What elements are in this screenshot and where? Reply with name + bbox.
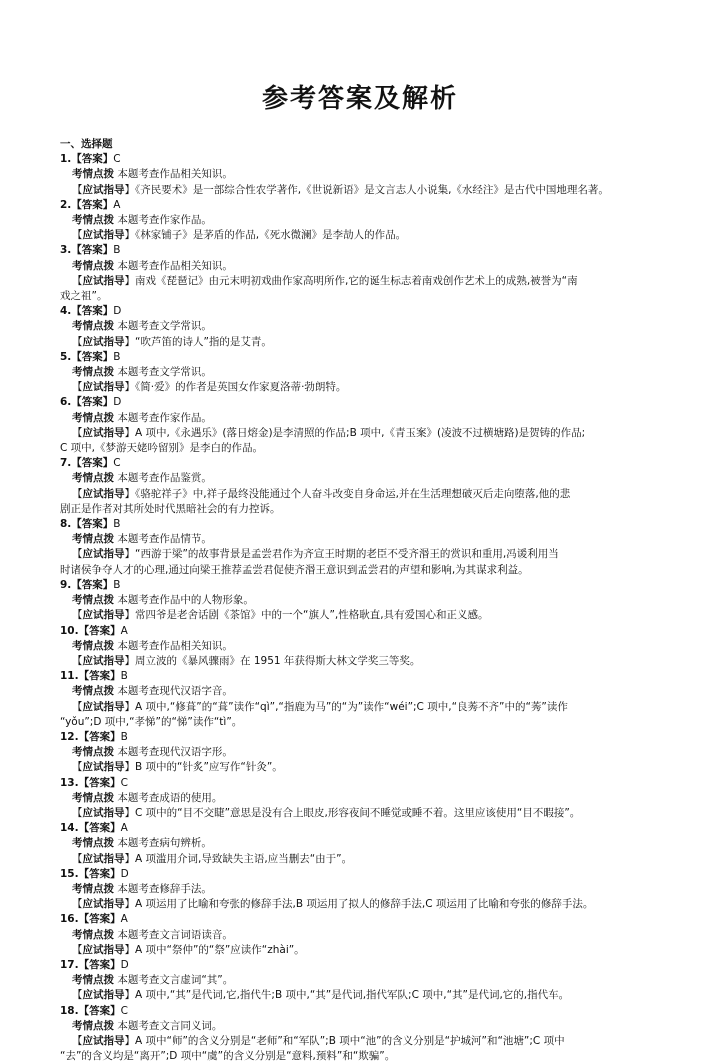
kaoqing-line	[60, 167, 660, 182]
answer-item	[60, 243, 660, 304]
zhidao-tag: 应试指导	[82, 183, 125, 196]
kaoqing-line	[60, 791, 660, 806]
zhidao-tag: 应试指导	[82, 381, 125, 394]
zhidao-text: A 项中“祭仲”的“祭”应读作“zhài”。	[135, 943, 305, 956]
answer-value: D	[120, 867, 129, 880]
item-number: 6.	[60, 396, 72, 409]
zhidao-text: 常四爷是老舍话剧《茶馆》中的一个“旗人”,性格耿直,具有爱国心和正义感。	[135, 609, 489, 622]
zhidao-text: “yǒu”;D 项中,“孝悌”的“悌”读作“tì”。	[60, 715, 243, 728]
zhidao-line: 【应试指导】C 项中的“目不交睫”意思是没有合上眼皮,形容夜间不睡觉或睡不着。这里应该使用“目不暇接”。	[72, 806, 581, 819]
zhidao-line: 【应试指导】A 项中“师”的含义分别是“老师”和“军队”;B 项中“池”的含义分别是“护城河”和“池塘”;C 项中	[72, 1034, 565, 1047]
kaoqing-tag: 考情点拨	[72, 472, 114, 485]
kaoqing-tag: 考情点拨	[72, 928, 114, 941]
kaoqing-tag: 考情点拨	[72, 320, 114, 333]
answer-line	[60, 669, 660, 684]
answer-content	[60, 137, 660, 1064]
answer-item	[60, 395, 660, 456]
zhidao-text: 《齐民要术》是一部综合性农学著作,《世说新语》是文言志人小说集,《水经注》是古代中国地理名著。	[135, 183, 609, 196]
zhidao-line: 【应试指导】《简·爱》的作者是英国女作家夏洛蒂·勃朗特。	[72, 381, 347, 394]
answer-value: D	[113, 396, 122, 409]
answer-line	[60, 912, 660, 927]
answer-line	[60, 730, 660, 745]
answer-value: B	[120, 730, 128, 743]
answer-tag: 【答案】	[71, 198, 114, 211]
zhidao-line: 【应试指导】常四爷是老舍话剧《茶馆》中的一个“旗人”,性格耿直,具有爱国心和正义感。	[72, 609, 489, 622]
kaoqing-line	[60, 532, 660, 547]
answer-tag: 【答案】	[78, 730, 121, 743]
kaoqing-text: 本题考查作家作品。	[117, 214, 212, 227]
answer-value: D	[113, 305, 122, 318]
answer-line	[60, 198, 660, 213]
zhidao-tag: 应试指导	[82, 898, 125, 911]
answer-item	[60, 867, 660, 913]
item-number: 13.	[60, 776, 79, 789]
zhidao-line: 【应试指导】周立波的《暴风骤雨》在 1951 年获得斯大林文学奖三等奖。	[72, 654, 421, 667]
zhidao-tag: 应试指导	[82, 852, 125, 865]
zhidao-text: “去”的含义均是“离开”;D 项中“虞”的含义分别是“意料,预料”和“欺骗”。	[60, 1050, 396, 1063]
item-number: 5.	[60, 350, 72, 363]
answer-value: B	[113, 518, 121, 531]
zhidao-continuation	[60, 289, 660, 304]
item-number: 17.	[60, 958, 79, 971]
zhidao-text: 《林家铺子》是茅盾的作品,《死水微澜》是李劼人的作品。	[135, 229, 407, 242]
kaoqing-text: 本题考查文言词语读音。	[117, 928, 233, 941]
answer-tag: 【答案】	[78, 670, 121, 683]
kaoqing-text: 本题考查作品中的人物形象。	[117, 594, 254, 607]
zhidao-text: “西游于梁”的故事背景是孟尝君作为齐宣王时期的老臣不受齐湣王的赏识和重用,冯谖利用当	[135, 548, 559, 561]
kaoqing-line	[60, 836, 660, 851]
zhidao-continuation	[60, 502, 660, 517]
item-number: 10.	[60, 624, 79, 637]
kaoqing-tag: 考情点拨	[72, 533, 114, 546]
zhidao-line: 【应试指导】A 项中,“其”是代词,它,指代牛;B 项中,“其”是代词,指代军队;C 项中,“其”是代词,它的,指代车。	[72, 989, 570, 1002]
kaoqing-line	[60, 259, 660, 274]
kaoqing-tag: 考情点拨	[72, 594, 114, 607]
kaoqing-tag: 考情点拨	[72, 366, 114, 379]
zhidao-text: A 项运用了比喻和夸张的修辞手法,B 项运用了拟人的修辞手法,C 项运用了比喻和夸张的修辞手法。	[135, 898, 594, 911]
item-number: 9.	[60, 578, 72, 591]
zhidao-continuation	[60, 563, 660, 578]
item-number: 3.	[60, 244, 72, 257]
kaoqing-text: 本题考查病句辨析。	[117, 837, 212, 850]
zhidao-tag: 应试指导	[82, 229, 125, 242]
answer-line	[60, 304, 660, 319]
answer-line	[60, 624, 660, 639]
zhidao-tag: 应试指导	[82, 548, 125, 561]
kaoqing-text: 本题考查修辞手法。	[117, 882, 212, 895]
item-number: 12.	[60, 730, 79, 743]
answer-line	[60, 456, 660, 471]
zhidao-text: C 项中,《梦游天姥吟留别》是李白的作品。	[60, 442, 264, 455]
zhidao-line: 【应试指导】A 项滥用介词,导致缺失主语,应当删去“由于”。	[72, 852, 353, 865]
item-number: 16.	[60, 913, 79, 926]
answer-item	[60, 456, 660, 517]
answer-item	[60, 958, 660, 1004]
kaoqing-tag: 考情点拨	[72, 791, 114, 804]
zhidao-tag: 应试指导	[82, 335, 125, 348]
kaoqing-tag: 考情点拨	[72, 168, 114, 181]
answer-line	[60, 243, 660, 258]
kaoqing-text: 本题考查作品相关知识。	[117, 168, 233, 181]
kaoqing-text: 本题考查文言同义词。	[117, 1019, 223, 1032]
answer-item	[60, 776, 660, 822]
kaoqing-text: 本题考查文学常识。	[117, 320, 212, 333]
answer-line	[60, 1004, 660, 1019]
zhidao-tag: 应试指导	[82, 989, 125, 1002]
answer-item	[60, 624, 660, 670]
zhidao-continuation	[60, 441, 660, 456]
zhidao-line: 【应试指导】“吹芦笛的诗人”指的是艾青。	[72, 335, 272, 348]
kaoqing-tag: 考情点拨	[72, 974, 114, 987]
kaoqing-line	[60, 365, 660, 380]
answer-line	[60, 517, 660, 532]
zhidao-text: 时诸侯争夺人才的心理,通过向梁王推荐孟尝君促使齐湣王意识到孟尝君的声望和影响,为其谋求利益。	[60, 563, 529, 576]
kaoqing-text: 本题考查文学常识。	[117, 366, 212, 379]
answer-item	[60, 912, 660, 958]
zhidao-tag: 应试指导	[82, 654, 125, 667]
answer-tag: 【答案】	[78, 776, 121, 789]
kaoqing-line	[60, 882, 660, 897]
item-number: 8.	[60, 518, 72, 531]
kaoqing-line	[60, 639, 660, 654]
zhidao-tag: 应试指导	[82, 609, 125, 622]
answer-tag: 【答案】	[78, 958, 121, 971]
kaoqing-text: 本题考查现代汉语字音。	[117, 685, 233, 698]
item-number: 2.	[60, 198, 72, 211]
answer-item	[60, 669, 660, 730]
answer-line	[60, 350, 660, 365]
zhidao-text: B 项中的“针炙”应写作“针灸”。	[135, 761, 283, 774]
zhidao-line: 【应试指导】A 项中,《永遇乐》(落日熔金)是李清照的作品;B 项中,《青玉案》(凌波不过横塘路)是贺铸的作品;	[72, 426, 586, 439]
item-number: 14.	[60, 822, 79, 835]
kaoqing-line	[60, 684, 660, 699]
zhidao-tag: 应试指导	[82, 274, 125, 287]
answer-line	[60, 395, 660, 410]
answer-tag: 【答案】	[71, 153, 114, 166]
zhidao-text: A 项中,《永遇乐》(落日熔金)是李清照的作品;B 项中,《青玉案》(凌波不过横塘路)是贺铸的作品;	[135, 426, 586, 439]
kaoqing-text: 本题考查作品鉴赏。	[117, 472, 212, 485]
kaoqing-tag: 考情点拨	[72, 639, 114, 652]
item-number: 18.	[60, 1004, 79, 1017]
answer-tag: 【答案】	[71, 350, 114, 363]
kaoqing-tag: 考情点拨	[72, 259, 114, 272]
answer-line	[60, 152, 660, 167]
kaoqing-tag: 考情点拨	[72, 882, 114, 895]
answer-tag: 【答案】	[71, 305, 114, 318]
zhidao-text: “吹芦笛的诗人”指的是艾青。	[135, 335, 272, 348]
answer-value: B	[113, 350, 121, 363]
answer-value: B	[120, 670, 128, 683]
kaoqing-line	[60, 319, 660, 334]
answer-tag: 【答案】	[78, 1004, 121, 1017]
kaoqing-tag: 考情点拨	[72, 837, 114, 850]
answer-tag: 【答案】	[71, 396, 114, 409]
answer-tag: 【答案】	[71, 518, 114, 531]
answer-value: D	[120, 958, 129, 971]
zhidao-text: 剧正是作者对其所处时代黑暗社会的有力控诉。	[60, 502, 281, 515]
item-number: 15.	[60, 867, 79, 880]
zhidao-tag: 应试指导	[82, 761, 125, 774]
kaoqing-text: 本题考查成语的使用。	[117, 791, 223, 804]
section-heading: 一、选择题	[60, 138, 113, 150]
zhidao-line: 【应试指导】A 项中,“修葺”的“葺”读作“qì”,“指鹿为马”的“为”读作“wéi”;C 项中,“良莠不齐”中的“莠”读作	[72, 700, 568, 713]
answer-value: A	[113, 198, 121, 211]
zhidao-line: 【应试指导】A 项运用了比喻和夸张的修辞手法,B 项运用了拟人的修辞手法,C 项运用了比喻和夸张的修辞手法。	[72, 898, 594, 911]
kaoqing-tag: 考情点拨	[72, 214, 114, 227]
answer-line	[60, 867, 660, 882]
answer-item	[60, 578, 660, 624]
zhidao-line: 【应试指导】《骆驼祥子》中,祥子最终没能通过个人奋斗改变自身命运,并在生活理想破灭后走向堕落,他的悲	[72, 487, 571, 500]
zhidao-line: 【应试指导】南戏《琵琶记》由元末明初戏曲作家高明所作,它的诞生标志着南戏创作艺术上的成熟,被誉为“南	[72, 274, 578, 287]
page-title: 参考答案及解析	[261, 84, 458, 114]
zhidao-continuation	[60, 715, 660, 730]
answer-tag: 【答案】	[71, 457, 114, 470]
answer-line	[60, 578, 660, 593]
answer-tag: 【答案】	[71, 578, 114, 591]
zhidao-text: C 项中的“目不交睫”意思是没有合上眼皮,形容夜间不睡觉或睡不着。这里应该使用“目不暇接”。	[135, 806, 581, 819]
answer-tag: 【答案】	[78, 867, 121, 880]
zhidao-tag: 应试指导	[82, 943, 125, 956]
zhidao-text: 戏之祖”。	[60, 290, 108, 303]
zhidao-text: 《简·爱》的作者是英国女作家夏洛蒂·勃朗特。	[135, 381, 347, 394]
item-number: 1.	[60, 153, 72, 166]
zhidao-line: 【应试指导】“西游于梁”的故事背景是孟尝君作为齐宣王时期的老臣不受齐湣王的赏识和重用,冯谖利用当	[72, 548, 559, 561]
answer-item	[60, 730, 660, 776]
zhidao-line: 【应试指导】《齐民要术》是一部综合性农学著作,《世说新语》是文言志人小说集,《水经注》是古代中国地理名著。	[72, 183, 609, 196]
zhidao-tag: 应试指导	[82, 426, 125, 439]
kaoqing-line	[60, 593, 660, 608]
kaoqing-tag: 考情点拨	[72, 1019, 114, 1032]
answer-value: B	[113, 578, 121, 591]
answer-value: B	[113, 244, 121, 257]
zhidao-text: A 项中,“修葺”的“葺”读作“qì”,“指鹿为马”的“为”读作“wéi”;C 项中,“良莠不齐”中的“莠”读作	[135, 700, 568, 713]
zhidao-continuation	[60, 1049, 660, 1064]
kaoqing-line	[60, 1019, 660, 1034]
answer-value: C	[113, 153, 121, 166]
answer-line	[60, 821, 660, 836]
kaoqing-text: 本题考查作家作品。	[117, 411, 212, 424]
answer-value: A	[120, 913, 128, 926]
zhidao-tag: 应试指导	[82, 700, 125, 713]
item-number: 11.	[60, 670, 79, 683]
answer-line	[60, 776, 660, 791]
zhidao-text: 《骆驼祥子》中,祥子最终没能通过个人奋斗改变自身命运,并在生活理想破灭后走向堕落,他的悲	[135, 487, 571, 500]
answer-value: A	[120, 822, 128, 835]
answer-line	[60, 958, 660, 973]
item-number: 7.	[60, 457, 72, 470]
answer-value: A	[120, 624, 128, 637]
zhidao-tag: 应试指导	[82, 1034, 125, 1047]
kaoqing-line	[60, 973, 660, 988]
kaoqing-line	[60, 928, 660, 943]
kaoqing-text: 本题考查现代汉语字形。	[117, 746, 233, 759]
answer-tag: 【答案】	[78, 624, 121, 637]
item-number: 4.	[60, 305, 72, 318]
answer-item	[60, 198, 660, 244]
kaoqing-line	[60, 411, 660, 426]
answer-item	[60, 304, 660, 350]
answer-tag: 【答案】	[78, 913, 121, 926]
zhidao-text: A 项中“师”的含义分别是“老师”和“军队”;B 项中“池”的含义分别是“护城河”和“池塘”;C 项中	[135, 1034, 565, 1047]
kaoqing-text: 本题考查作品情节。	[117, 533, 212, 546]
zhidao-text: 南戏《琵琶记》由元末明初戏曲作家高明所作,它的诞生标志着南戏创作艺术上的成熟,被誉为“南	[135, 274, 578, 287]
kaoqing-text: 本题考查作品相关知识。	[117, 639, 233, 652]
zhidao-tag: 应试指导	[82, 806, 125, 819]
zhidao-text: A 项中,“其”是代词,它,指代牛;B 项中,“其”是代词,指代军队;C 项中,“其”是代词,它的,指代车。	[135, 989, 570, 1002]
zhidao-line: 【应试指导】B 项中的“针炙”应写作“针灸”。	[72, 761, 283, 774]
answer-list	[60, 152, 660, 1064]
answer-tag: 【答案】	[78, 822, 121, 835]
answer-item	[60, 517, 660, 578]
answer-value: C	[120, 1004, 128, 1017]
answer-item	[60, 152, 660, 198]
kaoqing-text: 本题考查文言虚词“其”。	[117, 974, 234, 987]
kaoqing-tag: 考情点拨	[72, 746, 114, 759]
answer-tag: 【答案】	[71, 244, 114, 257]
zhidao-line: 【应试指导】A 项中“祭仲”的“祭”应读作“zhài”。	[72, 943, 305, 956]
answer-value: C	[120, 776, 128, 789]
answer-item	[60, 350, 660, 396]
zhidao-text: 周立波的《暴风骤雨》在 1951 年获得斯大林文学奖三等奖。	[135, 654, 421, 667]
kaoqing-line	[60, 213, 660, 228]
zhidao-tag: 应试指导	[82, 487, 125, 500]
kaoqing-tag: 考情点拨	[72, 411, 114, 424]
zhidao-line: 【应试指导】《林家铺子》是茅盾的作品,《死水微澜》是李劼人的作品。	[72, 229, 407, 242]
kaoqing-text: 本题考查作品相关知识。	[117, 259, 233, 272]
zhidao-text: A 项滥用介词,导致缺失主语,应当删去“由于”。	[135, 852, 353, 865]
answer-item	[60, 821, 660, 867]
kaoqing-tag: 考情点拨	[72, 685, 114, 698]
answer-item	[60, 1004, 660, 1064]
kaoqing-line	[60, 471, 660, 486]
answer-value: C	[113, 457, 121, 470]
kaoqing-line	[60, 745, 660, 760]
